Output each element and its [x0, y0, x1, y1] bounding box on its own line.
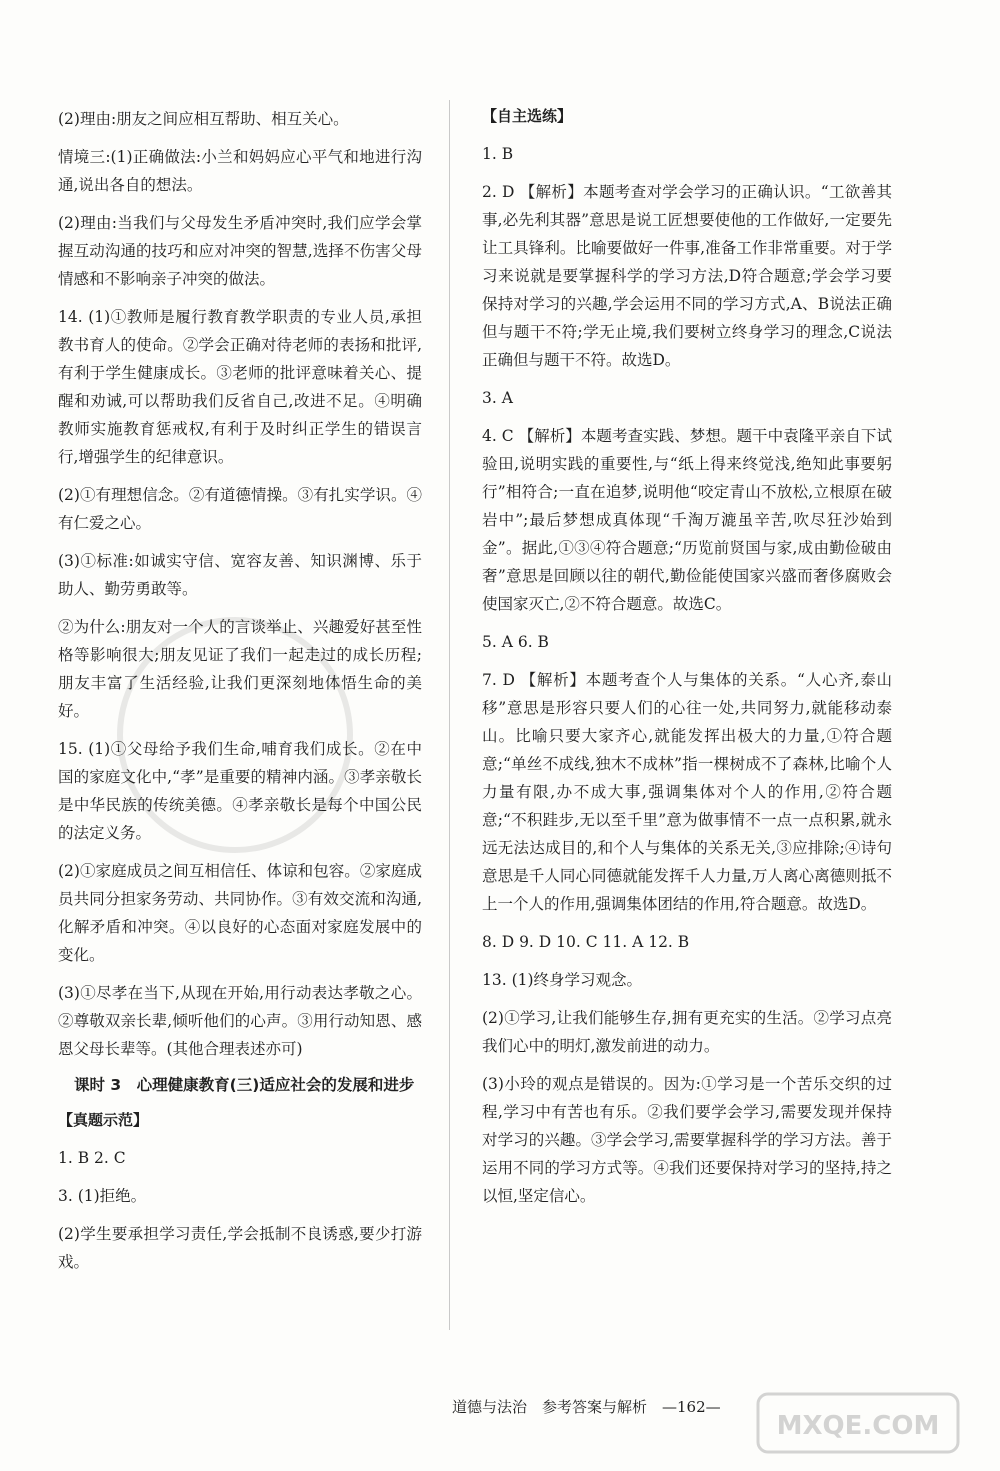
answer-paragraph: 3. (1)拒绝。 [58, 1187, 147, 1205]
answer-paragraph: (2)①有理想信念。②有道德情操。③有扎实学识。④有仁爱之心。 [58, 486, 422, 532]
answer-paragraph: (2)学生要承担学习责任,学会抵制不良诱惑,要少打游戏。 [58, 1225, 422, 1271]
answer-paragraph: (3)①标准:如诚实守信、宽容友善、知识渊博、乐于助人、勤劳勇敢等。 [58, 552, 422, 598]
page-footer: 道德与法治 参考答案与解析 —162— [452, 1398, 721, 1416]
answer-paragraph: 情境三:(1)正确做法:小兰和妈妈应心平气和地进行沟通,说出各自的想法。 [58, 148, 422, 194]
answer-paragraph: 15. (1)①父母给予我们生命,哺育我们成长。②在中国的家庭文化中,“孝”是重要的精神内涵。③孝亲敬长是中华民族的传统美德。④孝亲敬长是每个中国公民的法定义务。 [58, 740, 422, 842]
answer-paragraph: 8. D 9. D 10. C 11. A 12. B [482, 933, 690, 951]
answer-paragraph: (3)①尽孝在当下,从现在开始,用行动表达孝敬之心。②尊敬双亲长辈,倾听他们的心声。③用行动知恩、感恩父母长辈等。(其他合理表述亦可) [58, 984, 422, 1058]
left-column [58, 105, 422, 1286]
answer-paragraph: (2)①学习,让我们能够生存,拥有更充实的生活。②学习点亮我们心中的明灯,激发前进的动力。 [482, 1009, 892, 1055]
answer-paragraph: 1. B [482, 145, 514, 163]
site-watermark-logo [754, 1388, 964, 1458]
answer-paragraph: 7. D 【解析】本题考查个人与集体的关系。“人心齐,泰山移”意思是形容只要人们的心往一处,共同努力,就能移动泰山。比喻只要大家齐心,就能发挥出极大的力量,①符合题意;“单丝不成线,独木不成林”指一棵树成不了森林,比喻个人力量有限,办不成大事,强调集体对个人的作用,②符合题意;“不积跬步,无以至千里”意为做事情不一点一点积累,就永远无法达成目的,和个人与集体的关系无关,③应排除;④诗句意思是千人同心同德就能发挥千人力量,万人离心离德则抵不上一个人的作用,强调集体团结的作用,符合题意。故选D。 [482, 671, 892, 913]
answer-paragraph: (2)①家庭成员之间互相信任、体谅和包容。②家庭成员共同分担家务劳动、共同协作。③有效交流和沟通,化解矛盾和冲突。④以良好的心态面对家庭发展中的变化。 [58, 862, 422, 964]
answer-paragraph: (2)理由:当我们与父母发生矛盾冲突时,我们应学会掌握互动沟通的技巧和应对冲突的智慧,选择不伤害父母情感和不影响亲子冲突的做法。 [58, 214, 422, 288]
answer-paragraph: 3. A [482, 389, 513, 407]
answer-paragraph: 4. C 【解析】本题考查实践、梦想。题干中袁隆平亲自下试验田,说明实践的重要性,与“纸上得来终觉浅,绝知此事要躬行”相符合;一直在追梦,说明他“咬定青山不放松,立根原在破岩中”;最后梦想成真体现“千淘万漉虽辛苦,吹尽狂沙始到金”。据此,①③④符合题意;“历览前贤国与家,成由勤俭破由奢”意思是回顾以往的朝代,勤俭能使国家兴盛而奢侈腐败会使国家灭亡,②不符合题意。故选C。 [482, 427, 892, 613]
answer-paragraph: ②为什么:朋友对一个人的言谈举止、兴趣爱好甚至性格等影响很大;朋友见证了我们一起走过的成长历程;朋友丰富了生活经验,让我们更深刻地体悟生命的美好。 [58, 618, 422, 720]
answer-paragraph: (2)理由:朋友之间应相互帮助、相互关心。 [58, 110, 349, 128]
right-column [482, 105, 892, 1220]
answer-paragraph: 14. (1)①教师是履行教育教学职责的专业人员,承担教书育人的使命。②学会正确对待老师的表扬和批评,有利于学生健康成长。③老师的批评意味着关心、提醒和劝诫,可以帮助我们反省自己,改进不足。④明确教师实施教育惩戒权,有利于及时纠正学生的错误言行,增强学生的纪律意识。 [58, 308, 422, 466]
answer-paragraph: 5. A 6. B [482, 633, 549, 651]
answer-paragraph: (3)小玲的观点是错误的。因为:①学习是一个苦乐交织的过程,学习中有苦也有乐。②我们要学会学习,需要发现并保持对学习的兴趣。③学会学习,需要掌握科学的学习方法。善于运用不同的学习方式等。④我们还要保持对学习的坚持,持之以恒,坚定信心。 [482, 1075, 892, 1205]
answer-paragraph: 2. D 【解析】本题考查对学会学习的正确认识。“工欲善其事,必先利其器”意思是说工匠想要使他的工作做好,一定要先让工具锋利。比喻要做好一件事,准备工作非常重要。对于学习来说就是要掌握科学的学习方法,D符合题意;学会学习要保持对学习的兴趣,学会运用不同的学习方式,A、B说法正确但与题干不符;学无止境,我们要树立终身学习的理念,C说法正确但与题干不符。故选D。 [482, 183, 892, 369]
column-divider [449, 100, 450, 1330]
svg-text:MXQE.COM: MXQE.COM [776, 1411, 940, 1441]
answer-paragraph: 1. B 2. C [58, 1149, 126, 1167]
section-label: 【自主选练】 [482, 107, 573, 125]
answer-paragraph: 13. (1)终身学习观念。 [482, 971, 643, 989]
lesson-title: 课时 3 心理健康教育(三)适应社会的发展和进步 [74, 1076, 415, 1094]
section-label: 【真题示范】 [58, 1111, 149, 1129]
